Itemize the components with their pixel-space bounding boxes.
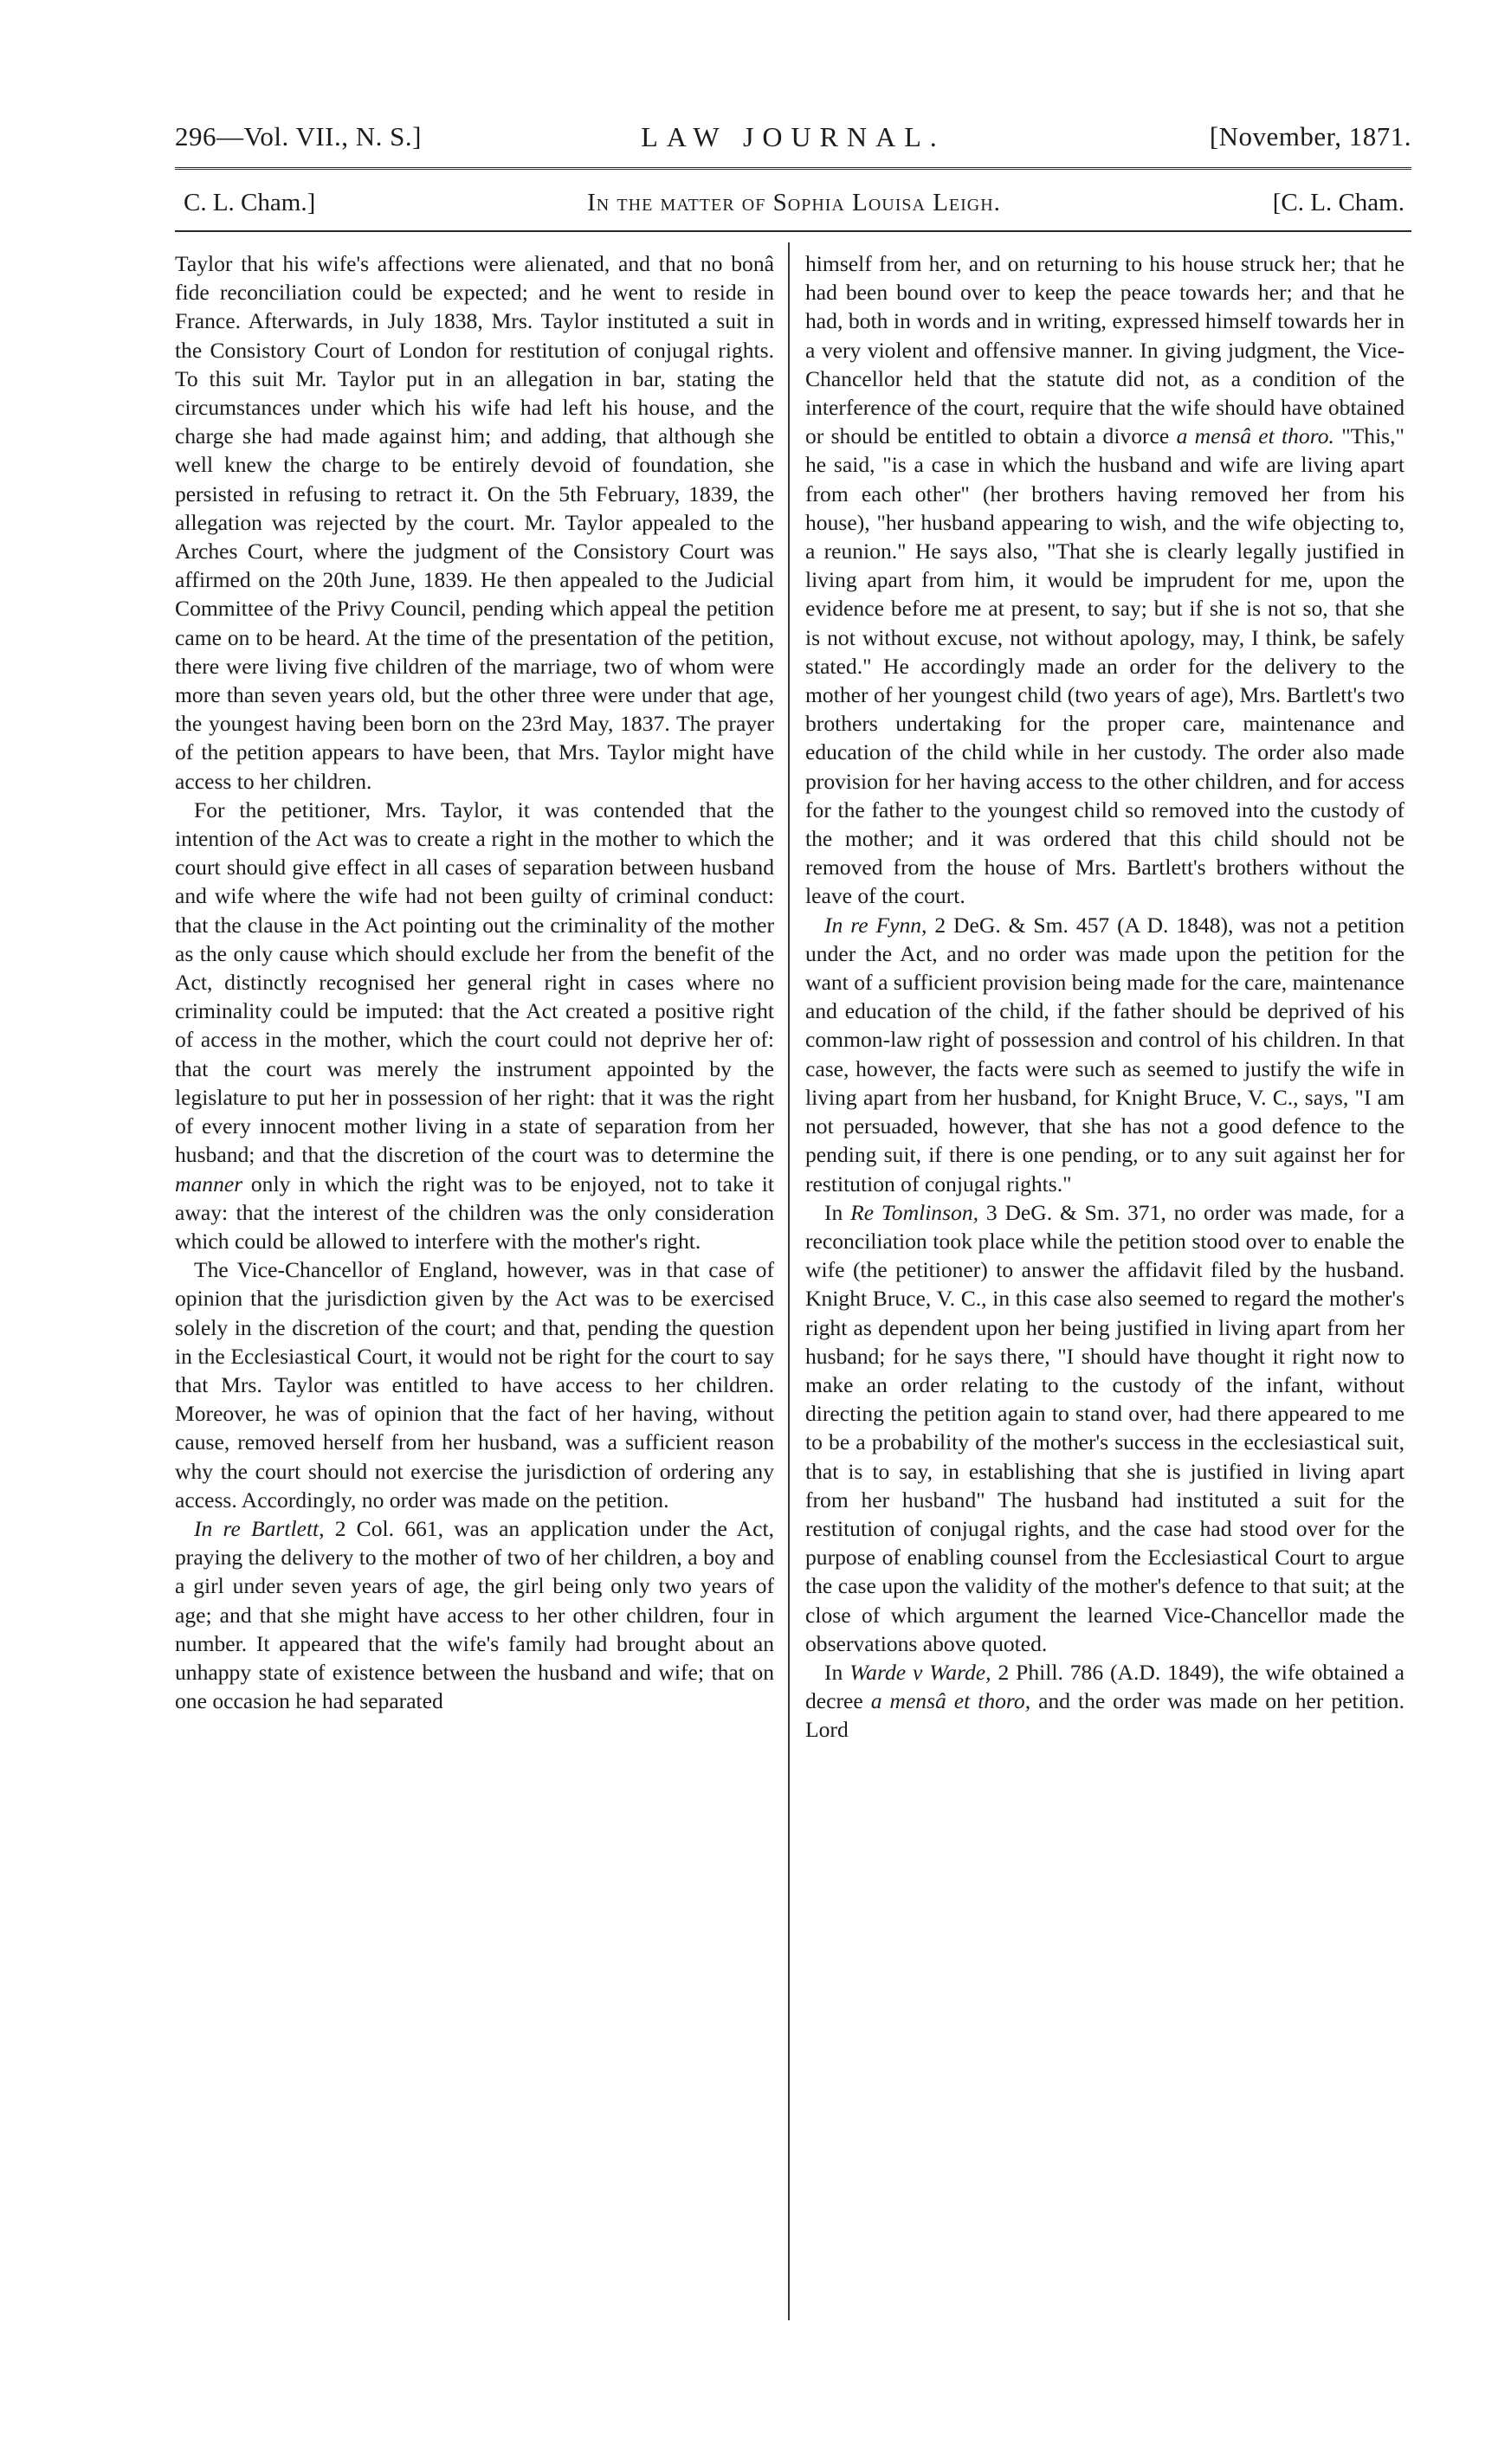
- italic-term: manner: [175, 1171, 243, 1197]
- court-abbrev-left: C. L. Cham.]: [184, 189, 316, 216]
- paragraph-text: 3 DeG. & Sm. 371, no order was made, for a reconciliation took place while the petition stood over to enable the wife (the petitioner) to answer the affidavit filed by the husband. Knight Bruce, V. C., in this case also seemed to regard the mother's right as dependent upon her being justified in living apart from her husband; for he says there, "I should have thought it right now to make an order relating to the custody of the infant, without directing the petition again to stand over, had there appeared to me to be a probability of the mother's success in the ecclesiastical suit, that is to say, in establishing that she is justified in living apart from her husband" The husband had instituted a suit for the restitution of conjugal rights, and the case had stood over for the purpose of enabling counsel from the Ecclesiastical Court to argue the case upon the validity of the mother's defence to that suit; at the close of which argument the learned Vice-Chancellor made the observations above quoted.: [805, 1199, 1404, 1656]
- case-citation: In re Fynn,: [824, 912, 927, 938]
- paragraph-text: 2 Phill. 786 (A.D. 1849), the wife obtained a decree: [805, 1659, 1404, 1714]
- paragraph: [805, 1658, 1404, 1745]
- paragraph-text: and the order was made on her petition. Lord: [805, 1688, 1404, 1743]
- case-citation: In re Bartlett,: [194, 1515, 325, 1541]
- paragraph: [175, 796, 774, 1255]
- case-citation: Re Tomlinson,: [850, 1199, 979, 1225]
- court-abbrev-right: [C. L. Cham.: [1272, 189, 1404, 216]
- column-divider: [788, 242, 790, 2320]
- paragraph-text: Taylor that his wife's affections were alienated, and that no bonâ fide reconciliation could be expected; and he went to reside in France. Afterwards, in July 1838, Mrs. Taylor instituted a suit in the Consistory Court of London for restitution of conjugal rights. To this suit Mr. Taylor put in an allegation in bar, stating the circumstances under which his wife had left his house, and the charge she had made against him; and adding, that although she well knew the charge to be entirely devoid of foundation, she persisted in refusing to retract it. On the 5th February, 1839, the allegation was rejected by the court. Mr. Taylor appealed to the Arches Court, where the judgment of the Consistory Court was affirmed on the 20th June, 1839. He then appealed to the Judicial Committee of the Privy Council, pending which appeal the petition came on to be heard. At the time of the presentation of the petition, there were living five children of the marriage, two of whom were more than seven years old, but the other three were under that age, the youngest having been born on the 23rd May, 1837. The prayer of the petition appears to have been, that Mrs. Taylor might have access to her children.: [175, 251, 774, 794]
- journal-title: LAW JOURNAL.: [641, 121, 946, 152]
- paragraph-text: In: [824, 1659, 843, 1685]
- paragraph-text: only in which the right was to be enjoyed, not to take it away: that the interest of the children was the only consideration which could be allowed to interfere with the mother's right.: [175, 1171, 774, 1254]
- case-caption: [184, 189, 1404, 223]
- left-column: [175, 249, 774, 2310]
- right-column: [805, 249, 1404, 2310]
- running-head: [175, 121, 1411, 164]
- paragraph-text: 2 DeG. & Sm. 457 (A D. 1848), was not a petition under the Act, and no order was made upon the petition for the want of a sufficient provision being made for the care, maintenance and education of the child, if the father should be deprived of his common-law right of possession and control of his children. In that case, however, the facts were such as seemed to justify the wife in living apart from her husband, for Knight Bruce, V. C., says, "I am not persuaded, however, that she has not a good defence to the pending suit, if there is one pending, or to any suit against her for restitution of conjugal rights.": [805, 912, 1404, 1197]
- paragraph-text: "This," he said, "is a case in which the husband and wife are living apart from each other" (her brothers having removed her from his house), "her husband appearing to wish, and the wife objecting to, a reunion." He says also, "That she is clearly legally justified in living apart from him, it would be imprudent for me, upon the evidence before me at present, to say; but if she is not so, that she is not without excuse, not without apology, may, I think, be safely stated." He accordingly made an order for the delivery to the mother of her youngest child (two years of age), Mrs. Bartlett's two brothers undertaking for the proper care, maintenance and education of the child while in her custody. The order also made provision for her having access to the other children, and for access for the father to the youngest child so removed into the custody of the mother; and it was ordered that this child should not be removed from the house of Mrs. Bartlett's brothers without the leave of the court.: [805, 423, 1404, 909]
- case-title: In the matter of Sophia Louisa Leigh.: [587, 189, 1001, 216]
- caption-rule: [175, 230, 1411, 232]
- issue-date: [November, 1871.: [1209, 121, 1411, 152]
- paragraph-text: 2 Col. 661, was an application under the Act, praying the delivery to the mother of two of her children, a boy and a girl under seven years of age, the girl being only two years of age; and that she might have access to her other children, four in number. It appeared that the wife's family had brought about an unhappy state of existence between the husband and wife; that on one occasion he had separated: [175, 1515, 774, 1714]
- paragraph-text: In: [824, 1199, 843, 1225]
- paragraph: [175, 1255, 774, 1514]
- paragraph: [805, 911, 1404, 1198]
- paragraph-text: For the petitioner, Mrs. Taylor, it was contended that the intention of the Act was to create a right in the mother to which the court should give effect in all cases of separation between husband and wife where the wife had not been guilty of criminal conduct: that the clause in the Act pointing out the criminality of the mother as the only cause which should exclude her from the benefit of the Act, distinctly recognised her general right in cases where no criminality could be imputed: that the Act created a positive right of access in the mother, which the court could not deprive her of: that the court was merely the instrument appointed by the legislature to put her in possession of her right: that it was the right of every innocent mother living in a state of separation from her husband; and that the discretion of the court was to determine the: [175, 797, 774, 1168]
- italic-term: a mensâ et thoro,: [870, 1688, 1031, 1714]
- paragraph: [805, 249, 1404, 911]
- header-rule: [175, 167, 1411, 170]
- italic-term: a mensâ et thoro.: [1176, 423, 1334, 449]
- case-citation: Warde v Warde,: [849, 1659, 991, 1685]
- paragraph: [175, 1514, 774, 1715]
- paragraph: [805, 1198, 1404, 1658]
- page-volume-reference: 296—Vol. VII., N. S.]: [175, 121, 422, 152]
- paragraph-text: The Vice-Chancellor of England, however, was in that case of opinion that the jurisdiction given by the Act was to be exercised solely in the discretion of the court; and that, pending the question in the Ecclesiastical Court, it would not be right for the court to say that Mrs. Taylor was entitled to have access to her children. Moreover, he was of opinion that the fact of her having, without cause, removed herself from her husband, was a sufficient reason why the court should not exercise the jurisdiction of ordering any access. Accordingly, no order was made on the petition.: [175, 1257, 774, 1513]
- paragraph: [175, 249, 774, 796]
- paragraph-text: himself from her, and on returning to his house struck her; that he had been bound over to keep the peace towards her; and that he had, both in words and in writing, expressed himself towards her in a very violent and offensive manner. In giving judgment, the Vice-Chancellor held that the statute did not, as a condition of the interference of the court, require that the wife should have obtained or should be entitled to obtain a divorce: [805, 251, 1404, 449]
